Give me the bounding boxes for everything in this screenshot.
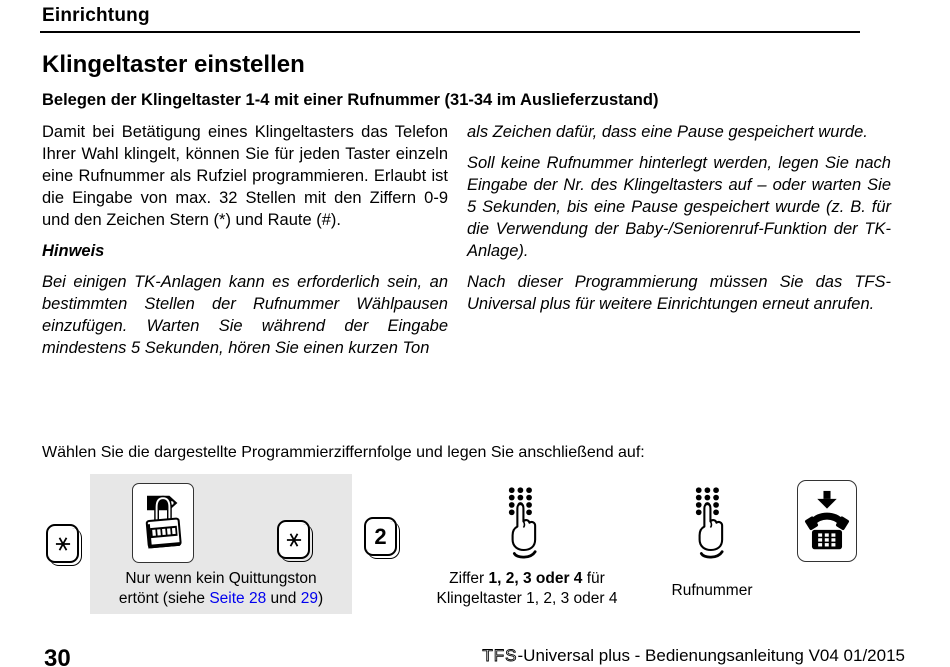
caption-bold: 1, 2, 3 oder 4 (488, 570, 583, 587)
dialing-instruction: Wählen Sie die dargestellte Programmierziffernfolge und legen Sie anschließend auf: (42, 444, 645, 461)
star-icon (284, 530, 304, 550)
hang-up-phone-icon (804, 489, 850, 553)
keypad-step-digit (497, 485, 549, 568)
caption-text: für (582, 570, 605, 587)
header-rule (40, 31, 860, 33)
combination-lock-with-tag-icon (139, 490, 187, 556)
page-subtitle: Belegen der Klingeltaster 1-4 mit einer Rufnummer (31-34 im Auslieferzustand) (42, 91, 659, 109)
caption-line1: Nur wenn kein Quittungston (125, 570, 317, 587)
note-paragraph: Bei einigen TK-Anlagen kann es erforderlich sein, an bestimmten Stellen der Rufnummer Wählpausen einzufügen. Warten Sie während der Eingabe mindestens 5 Sekunden, hören Sie einen kurzen Ton (42, 273, 448, 357)
caption-text: Ziffer (449, 570, 489, 587)
page-title: Klingeltaster einstellen (42, 51, 305, 78)
key-label: 2 (374, 523, 387, 549)
body-paragraph: Damit bei Betätigung eines Klingeltasters das Telefon Ihrer Wahl klingelt, können Sie für jeden Taster einzeln eine Rufnummer als Rufziel programmieren. Erlaubt ist die Eingabe von max. 32 Stellen mit den Ziffern 0-9 und den Zeichen Stern (*) und Raute (#). (42, 123, 448, 229)
conditional-step-caption (92, 569, 350, 608)
digit-2-key (364, 517, 397, 556)
body-paragraph: als Zeichen dafür, dass eine Pause gespeichert wurde. (467, 123, 868, 141)
keypad-dialing-hand-icon (497, 485, 549, 563)
footer-title: -Universal plus - Bedienungsanleitung V04 01/2015 (517, 646, 905, 665)
star-key (46, 524, 79, 563)
keypad-dialing-hand-icon (684, 485, 736, 563)
lock-icon-box (132, 483, 194, 563)
star-key (277, 520, 310, 559)
footer-text (482, 646, 905, 666)
body-paragraph: Soll keine Rufnummer hinterlegt werden, legen Sie nach Eingabe der Nr. des Klingeltasters auf – oder warten Sie 5 Sekunden, bis eine Pause gespeichert wurde (z. B. für die Verwendung der Baby-/Seniorenruf-Funktion der TK-Anlage). (467, 154, 891, 260)
caption-line2-pre: ertönt (siehe (118, 589, 210, 607)
star-icon (53, 534, 73, 554)
section-header: Einrichtung (42, 5, 150, 26)
body-paragraph: Nach dieser Programmierung müssen Sie das TFS-Universal plus für weitere Einrichtungen erneut anrufen. (467, 273, 891, 313)
digit-step-caption (407, 569, 647, 609)
page-29-link[interactable]: 29 (300, 589, 318, 607)
page-number: 30 (44, 645, 71, 667)
hangup-icon-box (797, 480, 857, 562)
left-column (42, 121, 448, 368)
note-heading: Hinweis (42, 242, 105, 260)
right-column (467, 121, 891, 368)
body-columns (42, 121, 891, 368)
keypad-step-number (684, 485, 736, 568)
caption-text: Klingeltaster 1, 2, 3 oder 4 (436, 590, 618, 607)
number-step-caption: Rufnummer (671, 582, 753, 599)
tfs-logo: TFS (482, 646, 518, 665)
caption-line2-mid: und (266, 589, 301, 607)
page-28-link[interactable]: Seite 28 (209, 589, 267, 607)
caption-line2-post: ) (317, 589, 324, 607)
